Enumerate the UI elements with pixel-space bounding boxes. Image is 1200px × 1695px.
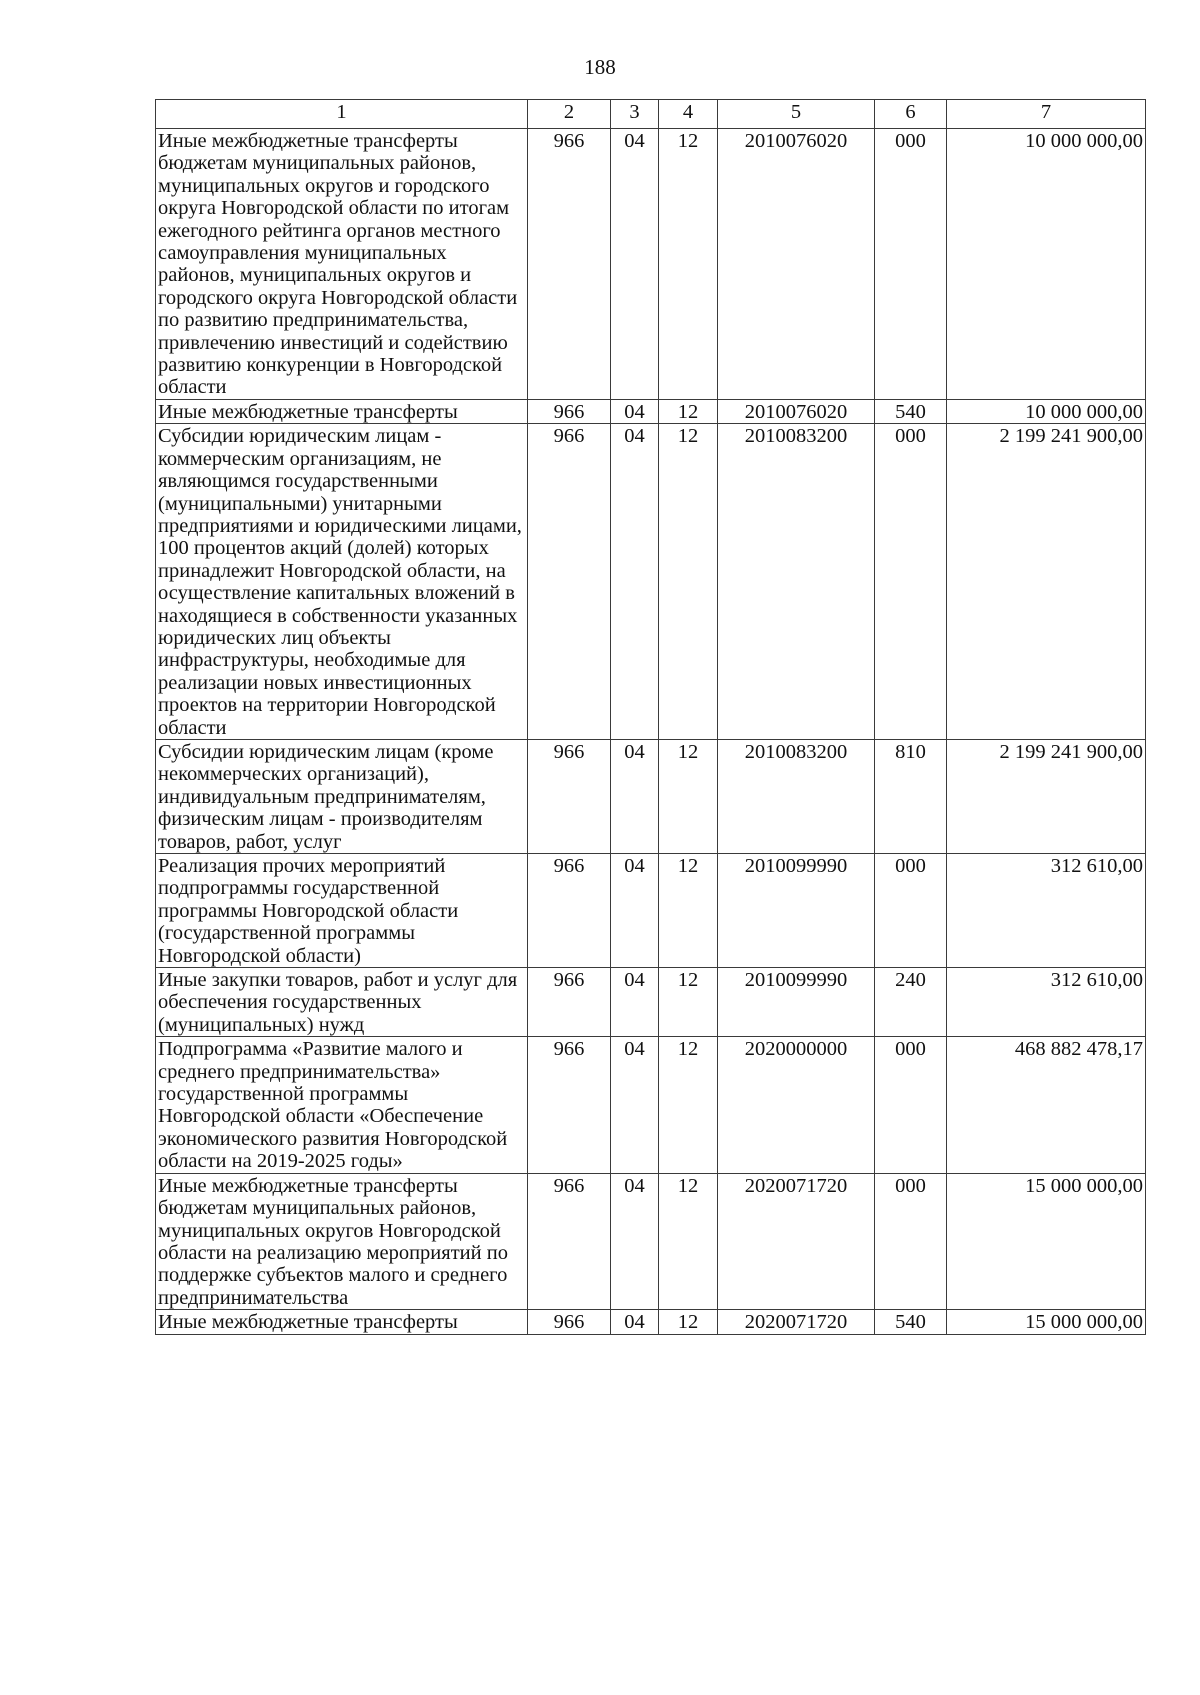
table-row bbox=[156, 424, 1146, 740]
row-subsection-code: 12 bbox=[659, 1037, 718, 1173]
row-target-code: 2010083200 bbox=[718, 424, 875, 740]
row-section-code: 04 bbox=[611, 1173, 659, 1309]
row-target-code: 2010083200 bbox=[718, 739, 875, 853]
row-name: Реализация прочих мероприятий подпрограммы государственной программы Новгородской области (государственной программы Новгородской области) bbox=[156, 854, 528, 968]
row-amount: 15 000 000,00 bbox=[947, 1173, 1146, 1309]
row-section-code: 04 bbox=[611, 854, 659, 968]
row-name: Иные межбюджетные трансферты бюджетам муниципальных районов, муниципальных округов и городского округа Новгородской области по итогам ежегодного рейтинга органов местного самоуправления муниципальных районов, муниципальных округов и городского округа Новгородской области по развитию предпринимательства, привлечению инвестиций и содействию развитию конкуренции в Новгородской области bbox=[156, 129, 528, 400]
row-expense-type-code: 000 bbox=[875, 129, 947, 400]
row-subsection-code: 12 bbox=[659, 399, 718, 423]
row-target-code: 2020071720 bbox=[718, 1310, 875, 1334]
row-subsection-code: 12 bbox=[659, 854, 718, 968]
row-amount: 2 199 241 900,00 bbox=[947, 739, 1146, 853]
table-header-row bbox=[156, 100, 1146, 129]
row-ministry-code: 966 bbox=[528, 1037, 611, 1173]
row-subsection-code: 12 bbox=[659, 1173, 718, 1309]
row-target-code: 2010076020 bbox=[718, 129, 875, 400]
row-expense-type-code: 810 bbox=[875, 739, 947, 853]
row-name: Подпрограмма «Развитие малого и среднего предпринимательства» государственной программы Новгородской области «Обеспечение экономического развития Новгородской области на 2019-2025 годы» bbox=[156, 1037, 528, 1173]
table-row bbox=[156, 399, 1146, 423]
table-row bbox=[156, 129, 1146, 400]
row-ministry-code: 966 bbox=[528, 399, 611, 423]
table-row bbox=[156, 1310, 1146, 1334]
row-section-code: 04 bbox=[611, 1310, 659, 1334]
header-cell-3: 3 bbox=[611, 100, 659, 129]
row-amount: 312 610,00 bbox=[947, 854, 1146, 968]
row-amount: 10 000 000,00 bbox=[947, 399, 1146, 423]
budget-table bbox=[155, 99, 1146, 1335]
header-cell-6: 6 bbox=[875, 100, 947, 129]
row-subsection-code: 12 bbox=[659, 129, 718, 400]
table-row bbox=[156, 1037, 1146, 1173]
row-name: Иные межбюджетные трансферты бюджетам муниципальных районов, муниципальных округов Новгородской области на реализацию мероприятий по поддержке субъектов малого и среднего предпринимательства bbox=[156, 1173, 528, 1309]
row-name: Иные межбюджетные трансферты bbox=[156, 399, 528, 423]
row-ministry-code: 966 bbox=[528, 424, 611, 740]
row-ministry-code: 966 bbox=[528, 1173, 611, 1309]
row-expense-type-code: 000 bbox=[875, 1173, 947, 1309]
row-name: Иные межбюджетные трансферты bbox=[156, 1310, 528, 1334]
row-target-code: 2020000000 bbox=[718, 1037, 875, 1173]
row-section-code: 04 bbox=[611, 399, 659, 423]
row-expense-type-code: 000 bbox=[875, 424, 947, 740]
header-cell-5: 5 bbox=[718, 100, 875, 129]
row-expense-type-code: 540 bbox=[875, 399, 947, 423]
row-ministry-code: 966 bbox=[528, 129, 611, 400]
row-expense-type-code: 540 bbox=[875, 1310, 947, 1334]
row-section-code: 04 bbox=[611, 129, 659, 400]
row-expense-type-code: 000 bbox=[875, 854, 947, 968]
row-section-code: 04 bbox=[611, 739, 659, 853]
row-ministry-code: 966 bbox=[528, 1310, 611, 1334]
row-amount: 10 000 000,00 bbox=[947, 129, 1146, 400]
page-number: 188 bbox=[584, 55, 616, 79]
row-target-code: 2010099990 bbox=[718, 968, 875, 1037]
row-subsection-code: 12 bbox=[659, 1310, 718, 1334]
row-section-code: 04 bbox=[611, 1037, 659, 1173]
row-subsection-code: 12 bbox=[659, 424, 718, 740]
row-ministry-code: 966 bbox=[528, 739, 611, 853]
row-target-code: 2020071720 bbox=[718, 1173, 875, 1309]
row-name: Субсидии юридическим лицам (кроме некоммерческих организаций), индивидуальным предпринимателям, физическим лицам - производителям товаров, работ, услуг bbox=[156, 739, 528, 853]
row-expense-type-code: 000 bbox=[875, 1037, 947, 1173]
header-cell-1: 1 bbox=[156, 100, 528, 129]
row-amount: 15 000 000,00 bbox=[947, 1310, 1146, 1334]
row-ministry-code: 966 bbox=[528, 854, 611, 968]
row-ministry-code: 966 bbox=[528, 968, 611, 1037]
table-row bbox=[156, 1173, 1146, 1309]
row-target-code: 2010076020 bbox=[718, 399, 875, 423]
table-row bbox=[156, 968, 1146, 1037]
row-section-code: 04 bbox=[611, 968, 659, 1037]
row-name: Субсидии юридическим лицам - коммерческим организациям, не являющимся государственными (муниципальными) унитарными предприятиями и юридическими лицами, 100 процентов акций (долей) которых принадлежит Новгородской области, на осуществление капитальных вложений в находящиеся в собственности указанных юридических лиц объекты инфраструктуры, необходимые для реализации новых инвестиционных проектов на территории Новгородской области bbox=[156, 424, 528, 740]
row-subsection-code: 12 bbox=[659, 739, 718, 853]
row-subsection-code: 12 bbox=[659, 968, 718, 1037]
table-row bbox=[156, 854, 1146, 968]
row-name: Иные закупки товаров, работ и услуг для обеспечения государственных (муниципальных) нужд bbox=[156, 968, 528, 1037]
row-section-code: 04 bbox=[611, 424, 659, 740]
header-cell-7: 7 bbox=[947, 100, 1146, 129]
table-row bbox=[156, 739, 1146, 853]
header-cell-2: 2 bbox=[528, 100, 611, 129]
row-amount: 468 882 478,17 bbox=[947, 1037, 1146, 1173]
row-amount: 312 610,00 bbox=[947, 968, 1146, 1037]
header-cell-4: 4 bbox=[659, 100, 718, 129]
row-target-code: 2010099990 bbox=[718, 854, 875, 968]
row-expense-type-code: 240 bbox=[875, 968, 947, 1037]
row-amount: 2 199 241 900,00 bbox=[947, 424, 1146, 740]
